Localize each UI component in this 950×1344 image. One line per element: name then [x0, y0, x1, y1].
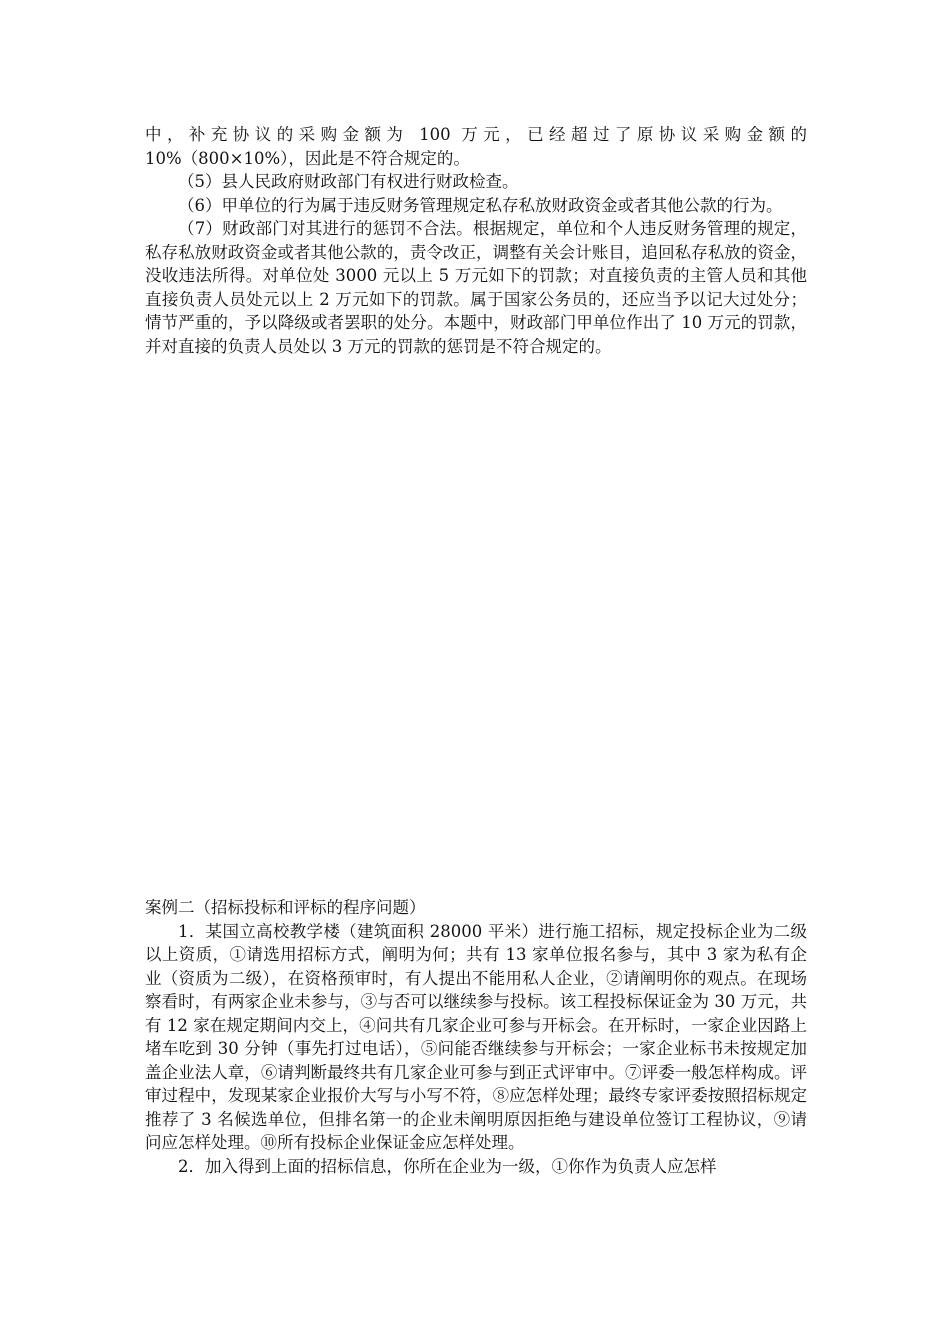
case-paragraph-2: 2．加入得到上面的招标信息，你所在企业为一级，①你作为负责人应怎样	[178, 1156, 717, 1176]
paragraph-item-5: （5）县人民政府财政部门有权进行财政检查。	[178, 172, 519, 191]
section-1-answers	[145, 123, 807, 358]
case-paragraph-1: 1．某国立高校教学楼（建筑面积 28000 平米）进行施工招标，规定投标企业为二级以上资质，①请选用招标方式，阐明为何；共有 13 家单位报名参与，其中 3 家为私有企业（资质为二级），在资格预审时，有人提出不能用私人企业，②请阐明你的观点。在现场察看时，有两家企业未参与，③与否可以继续参与投标。该工程投标保证金为 30 万元，共有 12 家在规定期间内交上，④问共有几家企业可参与开标会。在开标时，一家企业因路上堵车吃到 30 分钟（事先打过电话），⑤问能否继续参与开标会；一家企业标书未按规定加盖企业法人章，⑥请判断最终共有几家企业可参与到正式评审中。⑦评委一般怎样构成。评审过程中，发现某家企业报价大写与小写不符，⑧应怎样处理；最终专家评委按照招标规定推荐了 3 名候选单位，但排名第一的企业未阐明原因拒绝与建设单位签订工程协议，⑨请问应怎样处理。⑩所有投标企业保证金应怎样处理。	[145, 921, 807, 1152]
paragraph-item-6: （6）甲单位的行为属于违反财务管理规定私存私放财政资金或者其他公款的行为。	[178, 195, 783, 215]
case-heading: 案例二（招标投标和评标的程序问题）	[145, 898, 426, 917]
paragraph-item-7: （7）财政部门对其进行的惩罚不合法。根据规定，单位和个人违反财务管理的规定，私存私放财政资金或者其他公款的，责令改正，调整有关会计账目，追回私存私放的资金，没收违法所得。对单位处 3000 元以上 5 万元如下的罚款；对直接负责的主管人员和其他直接负责人员处元以上 2 万元如下的罚款。属于国家公务员的，还应当予以记大过处分；情节严重的，予以降级或者罢职的处分。本题中，财政部门甲单位作出了 10 万元的罚款，并对直接的负责人员处以 3 万元的罚款的惩罚是不符合规定的。	[145, 219, 807, 356]
paragraph-continuation: 中，补充协议的采购金额为 100 万元，已经超过了原协议采购金额的 10%（800×10%），因此是不符合规定的。	[145, 125, 807, 168]
section-2-case	[145, 896, 807, 1178]
